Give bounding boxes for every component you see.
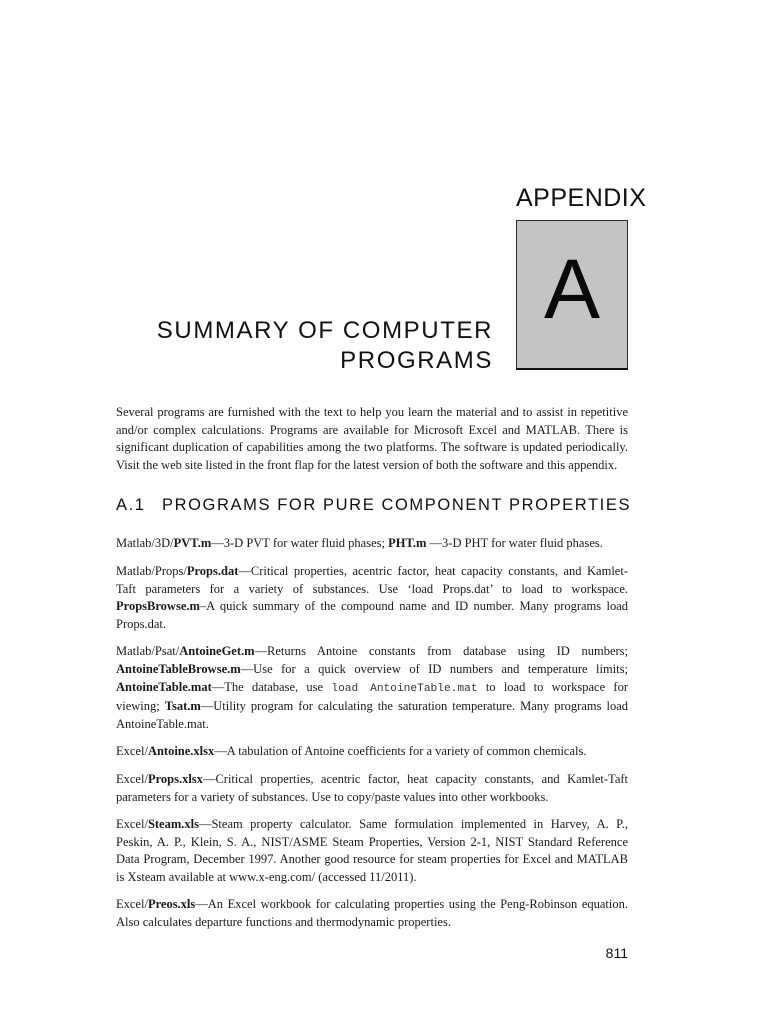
entry-pvt	[116, 535, 628, 553]
description: —3-D PHT for water fluid phases.	[426, 536, 603, 551]
description: —Critical properties, acentric factor, heat capacity constants, and Kamlet-Taft parameters for a variety of substances. Use ‘load Props.dat’ to load to workspace.	[116, 563, 628, 596]
path: Excel/	[116, 771, 148, 786]
description: —Utility program for calculating the saturation temperature. Many programs load AntoineTable.mat.	[116, 699, 629, 731]
description: —An Excel workbook for calculating properties using the Peng-Robinson equation. Also calculates departure functions and thermodynamic properties.	[116, 897, 628, 930]
entry-steam-xls	[116, 816, 628, 886]
description: —The database, use	[211, 679, 332, 694]
file-name: AntoineGet.m	[179, 644, 255, 659]
entry-props-dat	[116, 563, 628, 633]
file-name: Preos.xls	[147, 897, 196, 912]
description: to load to workspace for viewing;	[116, 679, 628, 714]
section-number: A.1	[116, 496, 146, 515]
chapter-title-line2: PROGRAMS	[340, 347, 493, 374]
appendix-letter-box	[516, 220, 628, 370]
body-text	[116, 404, 632, 942]
file-name: Props.xlsx	[147, 771, 203, 786]
file-name: AntoineTable.mat	[116, 679, 212, 694]
description: —Use for a quick overview of ID numbers and temperature limits;	[240, 661, 628, 676]
chapter-title	[150, 316, 493, 376]
path: Excel/	[116, 897, 148, 912]
appendix-letter: A	[543, 242, 601, 336]
code-snippet: load AntoineTable.mat	[331, 682, 478, 695]
appendix-label: APPENDIX	[516, 184, 647, 212]
file-name: PVT.m	[173, 536, 212, 551]
entry-preos-xls	[116, 896, 628, 931]
intro-paragraph: Several programs are furnished with the text to help you learn the material and to assist in repetitive and/or complex calculations. Programs are available for Microsoft Excel and MATLAB. There is significant duplication of capabilities among the two platforms. The software is updated periodically. Visit the web site listed in the front flap for the latest version of both the software and this appendix.	[116, 405, 628, 472]
entry-antoine-get	[116, 643, 628, 733]
description: —3-D PVT for water fluid phases;	[211, 536, 389, 551]
description: —Steam property calculator. Same formulation implemented in Harvey, A. P., Peskin, A. P., Klein, S. A., NIST/ASME Steam Properties, Version 2-1, NIST Standard Reference Data Program, December 1997. Another good resource for steam properties for Excel and MATLAB is Xsteam available at www.x-eng.com/ (accessed 11/2011).	[116, 817, 628, 884]
description: —Returns Antoine constants from database using ID numbers;	[254, 644, 628, 659]
description: —A tabulation of Antoine coefficients for a variety of common chemicals.	[214, 744, 587, 759]
description: —Critical properties, acentric factor, heat capacity constants, and Kamlet-Taft parameters for a variety of substances. Use to copy/paste values into other workbooks.	[116, 771, 628, 804]
path: Excel/	[116, 817, 148, 832]
entry-antoine-xlsx	[116, 743, 628, 761]
file-name: Antoine.xlsx	[147, 744, 215, 759]
page-number: 811	[605, 945, 628, 961]
file-name: PropsBrowse.m	[116, 599, 200, 614]
entry-props-xlsx	[116, 771, 628, 806]
file-name: PHT.m	[388, 536, 427, 551]
file-name: Steam.xls	[147, 817, 199, 832]
description: –A quick summary of the compound name and ID number. Many programs load Props.dat.	[116, 599, 628, 631]
section-title: PROGRAMS FOR PURE COMPONENT PROPERTIES	[162, 496, 632, 515]
path: Matlab/3D/	[116, 536, 174, 551]
file-name: Props.dat	[186, 563, 239, 578]
section-heading	[116, 496, 632, 515]
path: Matlab/Props/	[116, 563, 187, 578]
file-name: Tsat.m	[164, 699, 201, 714]
file-name: AntoineTableBrowse.m	[116, 661, 241, 676]
chapter-title-line1: SUMMARY OF COMPUTER	[156, 317, 493, 344]
path: Matlab/Psat/	[116, 644, 180, 659]
path: Excel/	[116, 744, 148, 759]
